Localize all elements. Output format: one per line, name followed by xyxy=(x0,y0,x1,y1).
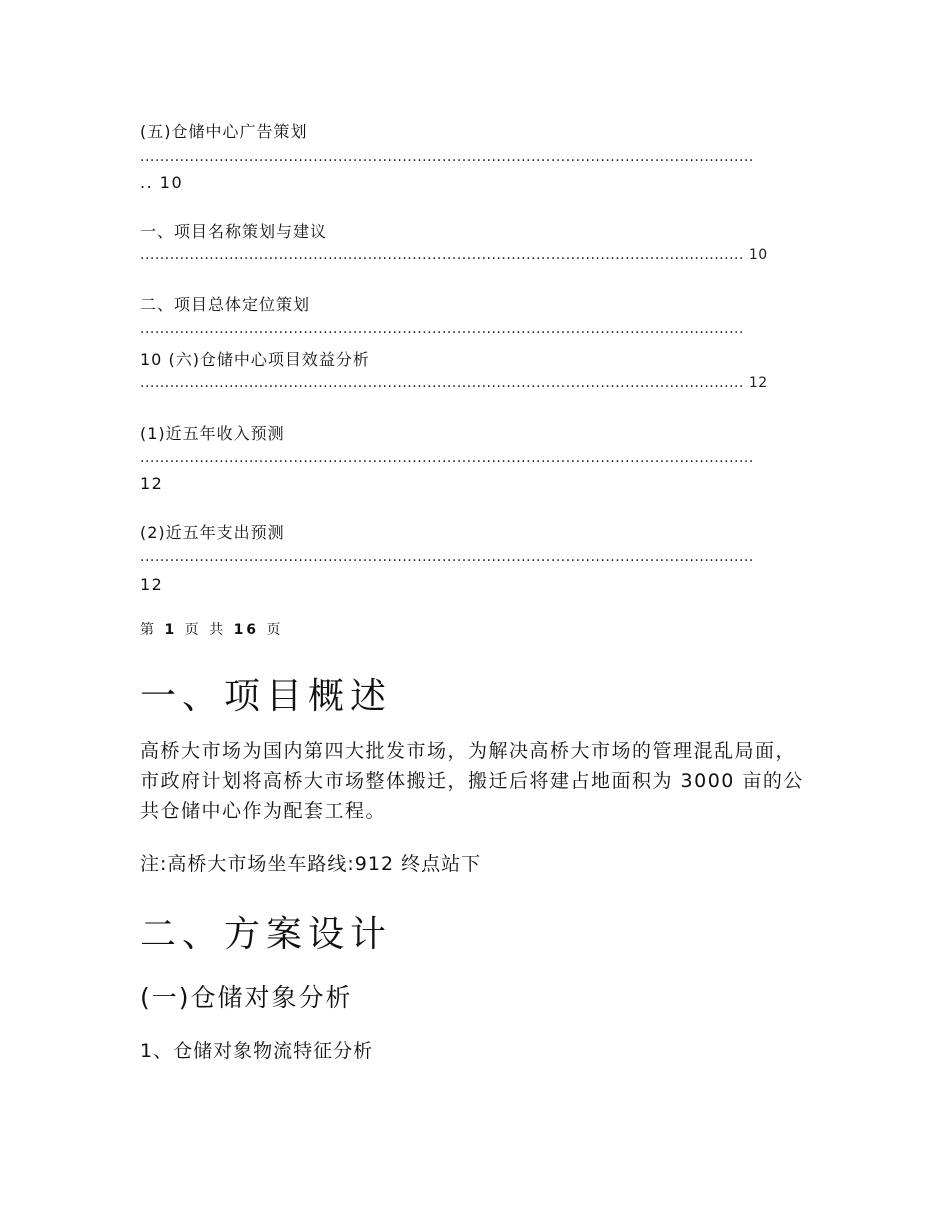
toc-entry-title[interactable]: (2)近五年支出预测 xyxy=(140,523,285,542)
toc-page-number: .. 10 xyxy=(140,173,184,192)
page-indicator-suffix: 页 xyxy=(266,622,284,638)
route-note: 注:高桥大市场坐车路线:912 终点站下 xyxy=(140,853,482,875)
toc-entry-title[interactable]: 二、项目总体定位策划 xyxy=(140,295,311,314)
toc-leader-dots: ............................................................................................................................ xyxy=(140,549,754,565)
toc-leader-dots: ............................................................................................................................ xyxy=(140,149,754,165)
page-indicator-mid: 页 xyxy=(184,622,202,638)
subsection-heading: (一)仓储对象分析 xyxy=(140,983,353,1012)
toc-entry-title[interactable]: 一、项目名称策划与建议 xyxy=(140,222,328,241)
page-indicator xyxy=(140,619,284,639)
page-indicator-total-label: 共 xyxy=(209,622,227,638)
page-indicator-prefix: 第 xyxy=(140,622,157,638)
section-heading: 一、项目概述 xyxy=(140,676,393,717)
toc-entry-title[interactable]: (五)仓储中心广告策划 xyxy=(140,122,308,141)
toc-leader-dots: .......................................................................................................................... 10 xyxy=(140,247,768,263)
total-pages: 16 xyxy=(233,622,260,638)
subsubsection-heading: 1、仓储对象物流特征分析 xyxy=(140,1040,374,1062)
toc-leader-dots: .......................................................................................................................... xyxy=(140,321,744,337)
section-heading: 二、方案设计 xyxy=(140,914,393,955)
section-paragraph: 高桥大市场为国内第四大批发市场，为解决高桥大市场的管理混乱局面，市政府计划将高桥大市场整体搬迁，搬迁后将建占地面积为 3000 亩的公共仓储中心作为配套工程。 xyxy=(140,740,804,822)
toc-page-number: 12 xyxy=(140,474,164,493)
toc-page-number: 12 xyxy=(140,575,164,594)
current-page: 1 xyxy=(164,622,178,638)
toc-entry-title[interactable]: (1)近五年收入预测 xyxy=(140,424,285,443)
toc-leader-dots: ............................................................................................................................ xyxy=(140,450,754,466)
toc-entry-title[interactable]: 10 (六)仓储中心项目效益分析 xyxy=(140,350,370,369)
toc-leader-dots: .......................................................................................................................... 12 xyxy=(140,375,768,391)
